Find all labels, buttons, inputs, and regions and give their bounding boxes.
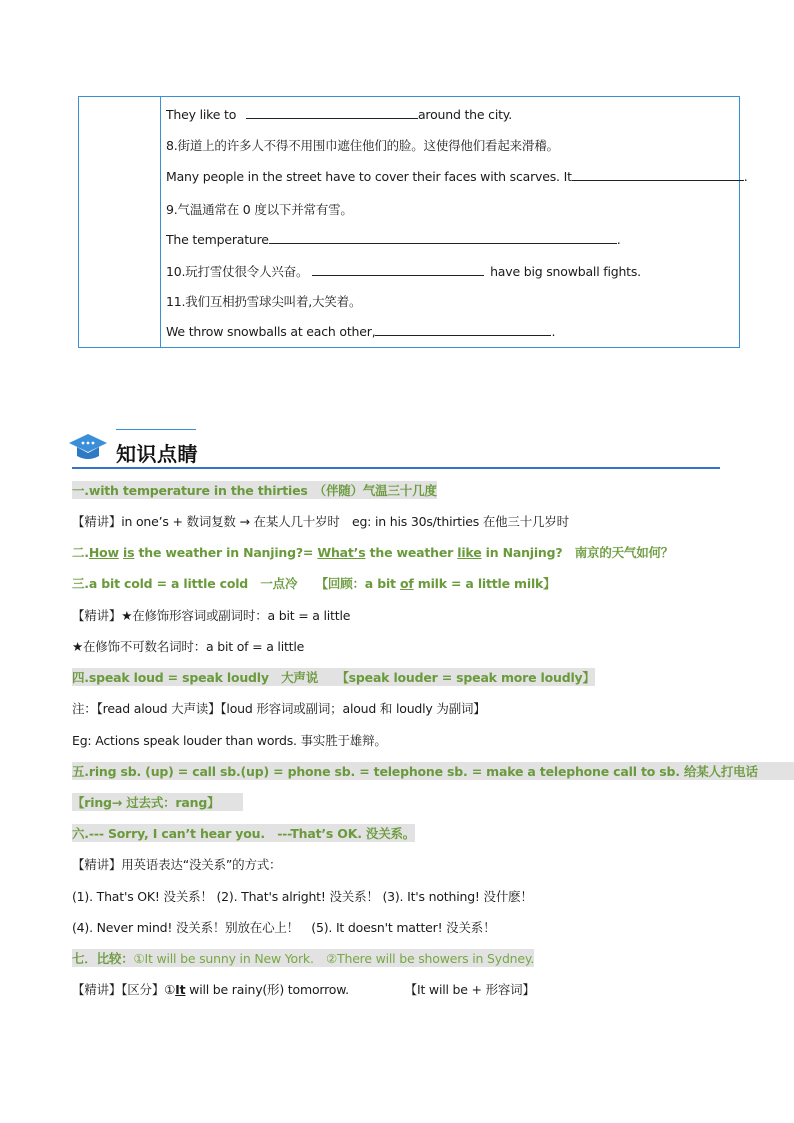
exercise-table-left-column: [79, 97, 161, 347]
underlined-word: is: [123, 545, 135, 560]
point-6-line-1: (1). That's OK! 没关系！ (2). That's alright! 没关系！ (3). It's nothing! 没什麽！: [72, 889, 533, 904]
exercise-line-8: [166, 323, 555, 339]
point-4-note: 注：【read aloud 大声读】【loud 形容词或副词；aloud 和 loudly 为副词】: [72, 701, 486, 716]
point-text: 二.: [72, 545, 89, 560]
underlined-word: of: [399, 576, 414, 591]
point-text: 【It will be + 形容词】: [404, 982, 535, 997]
exercise-line-4: 9.气温通常在 0 度以下并常有雪。: [166, 202, 353, 217]
point-text: the weather: [365, 545, 458, 560]
point-2-heading: [72, 543, 673, 561]
underlined-word: like: [457, 545, 482, 560]
exercise-text: We throw snowballs at each other,: [166, 324, 376, 339]
exercise-line-1: [166, 106, 512, 122]
underlined-word: How: [88, 545, 119, 560]
point-text: will be rainy(形) tomorrow.: [185, 982, 349, 997]
exercise-line-7: 11.我们互相扔雪球尖叫着,大笑着。: [166, 294, 362, 309]
exercise-text: Many people in the street have to cover their faces with scarves. It: [166, 169, 572, 184]
exercise-text: They like to: [166, 107, 237, 122]
section-header: [68, 428, 720, 472]
exercise-line-3: [166, 168, 748, 184]
exercise-text: .: [551, 324, 556, 339]
point-text: 七．比较：: [72, 951, 134, 966]
exercise-text: have big snowball fights.: [490, 264, 641, 279]
answer-blank[interactable]: [572, 168, 744, 181]
answer-blank[interactable]: [269, 231, 617, 244]
point-6-note: 【精讲】用英语表达“没关系”的方式：: [72, 857, 282, 872]
point-text: in Nanjing? 南京的天气如何？: [481, 545, 674, 560]
exercise-text: .: [743, 169, 748, 184]
point-4-example: Eg: Actions speak louder than words. 事实胜于雄辩。: [72, 733, 387, 748]
underlined-word: It: [175, 982, 186, 997]
exercise-text: .: [616, 232, 621, 247]
point-1-note: 【精讲】in one’s + 数词复数 → 在某人几十岁时 eg: in his 30s/thirties 在他三十几岁时: [72, 514, 569, 529]
answer-blank[interactable]: [246, 106, 418, 119]
point-text: the weather in Nanjing?=: [134, 545, 318, 560]
exercise-text: 10.玩打雪仗很令人兴奋。: [166, 264, 309, 279]
section-title-decoration: [116, 429, 196, 430]
exercise-text: around the city.: [417, 107, 513, 122]
point-3-heading: [72, 574, 555, 592]
underlined-word: What’s: [317, 545, 366, 560]
exercise-table: [78, 96, 740, 348]
graduation-cap-icon: [68, 432, 108, 462]
point-text: 【精讲】【区分】①: [72, 982, 176, 997]
answer-blank[interactable]: [312, 263, 484, 276]
exercise-line-5: [166, 231, 621, 247]
point-text: ①It will be sunny in New York. ②There will be showers in Sydney.: [133, 951, 535, 966]
point-text: 三.a bit cold = a little cold 一点冷 【回顾：a bit: [72, 576, 400, 591]
exercise-text: The temperature: [166, 232, 269, 247]
point-1-heading: 一.with temperature in the thirties （伴随）气温三十几度: [72, 483, 437, 498]
point-7-heading: [72, 949, 534, 967]
point-4-heading: 四.speak loud = speak loudly 大声说 【speak louder = speak more loudly】: [72, 670, 595, 685]
point-3-note-2: ★在修饰不可数名词时：a bit of = a little: [72, 639, 305, 654]
answer-blank[interactable]: [375, 323, 551, 336]
point-5-heading: 五.ring sb. (up) = call sb.(up) = phone sb. = telephone sb. = make a telephone call to sb. 给某人打电话: [72, 762, 794, 780]
point-7-note: [72, 980, 535, 998]
section-divider: [72, 467, 720, 469]
point-5-note: 【ring→ 过去式：rang】: [72, 793, 243, 811]
exercise-line-2: 8.街道上的许多人不得不用围巾遮住他们的脸。这使得他们看起来滑稽。: [166, 138, 559, 153]
section-title: 知识点睛: [116, 442, 198, 466]
point-text: milk = a little milk】: [413, 576, 556, 591]
point-3-note-1: 【精讲】★在修饰形容词或副词时：a bit = a little: [72, 608, 351, 623]
point-6-line-2: (4). Never mind! 没关系！别放在心上！ (5). It doesn't matter! 没关系！: [72, 920, 496, 935]
exercise-line-6: [166, 262, 641, 280]
point-6-heading: 六.--- Sorry, I can’t hear you. ---That’s OK. 没关系。: [72, 826, 416, 841]
